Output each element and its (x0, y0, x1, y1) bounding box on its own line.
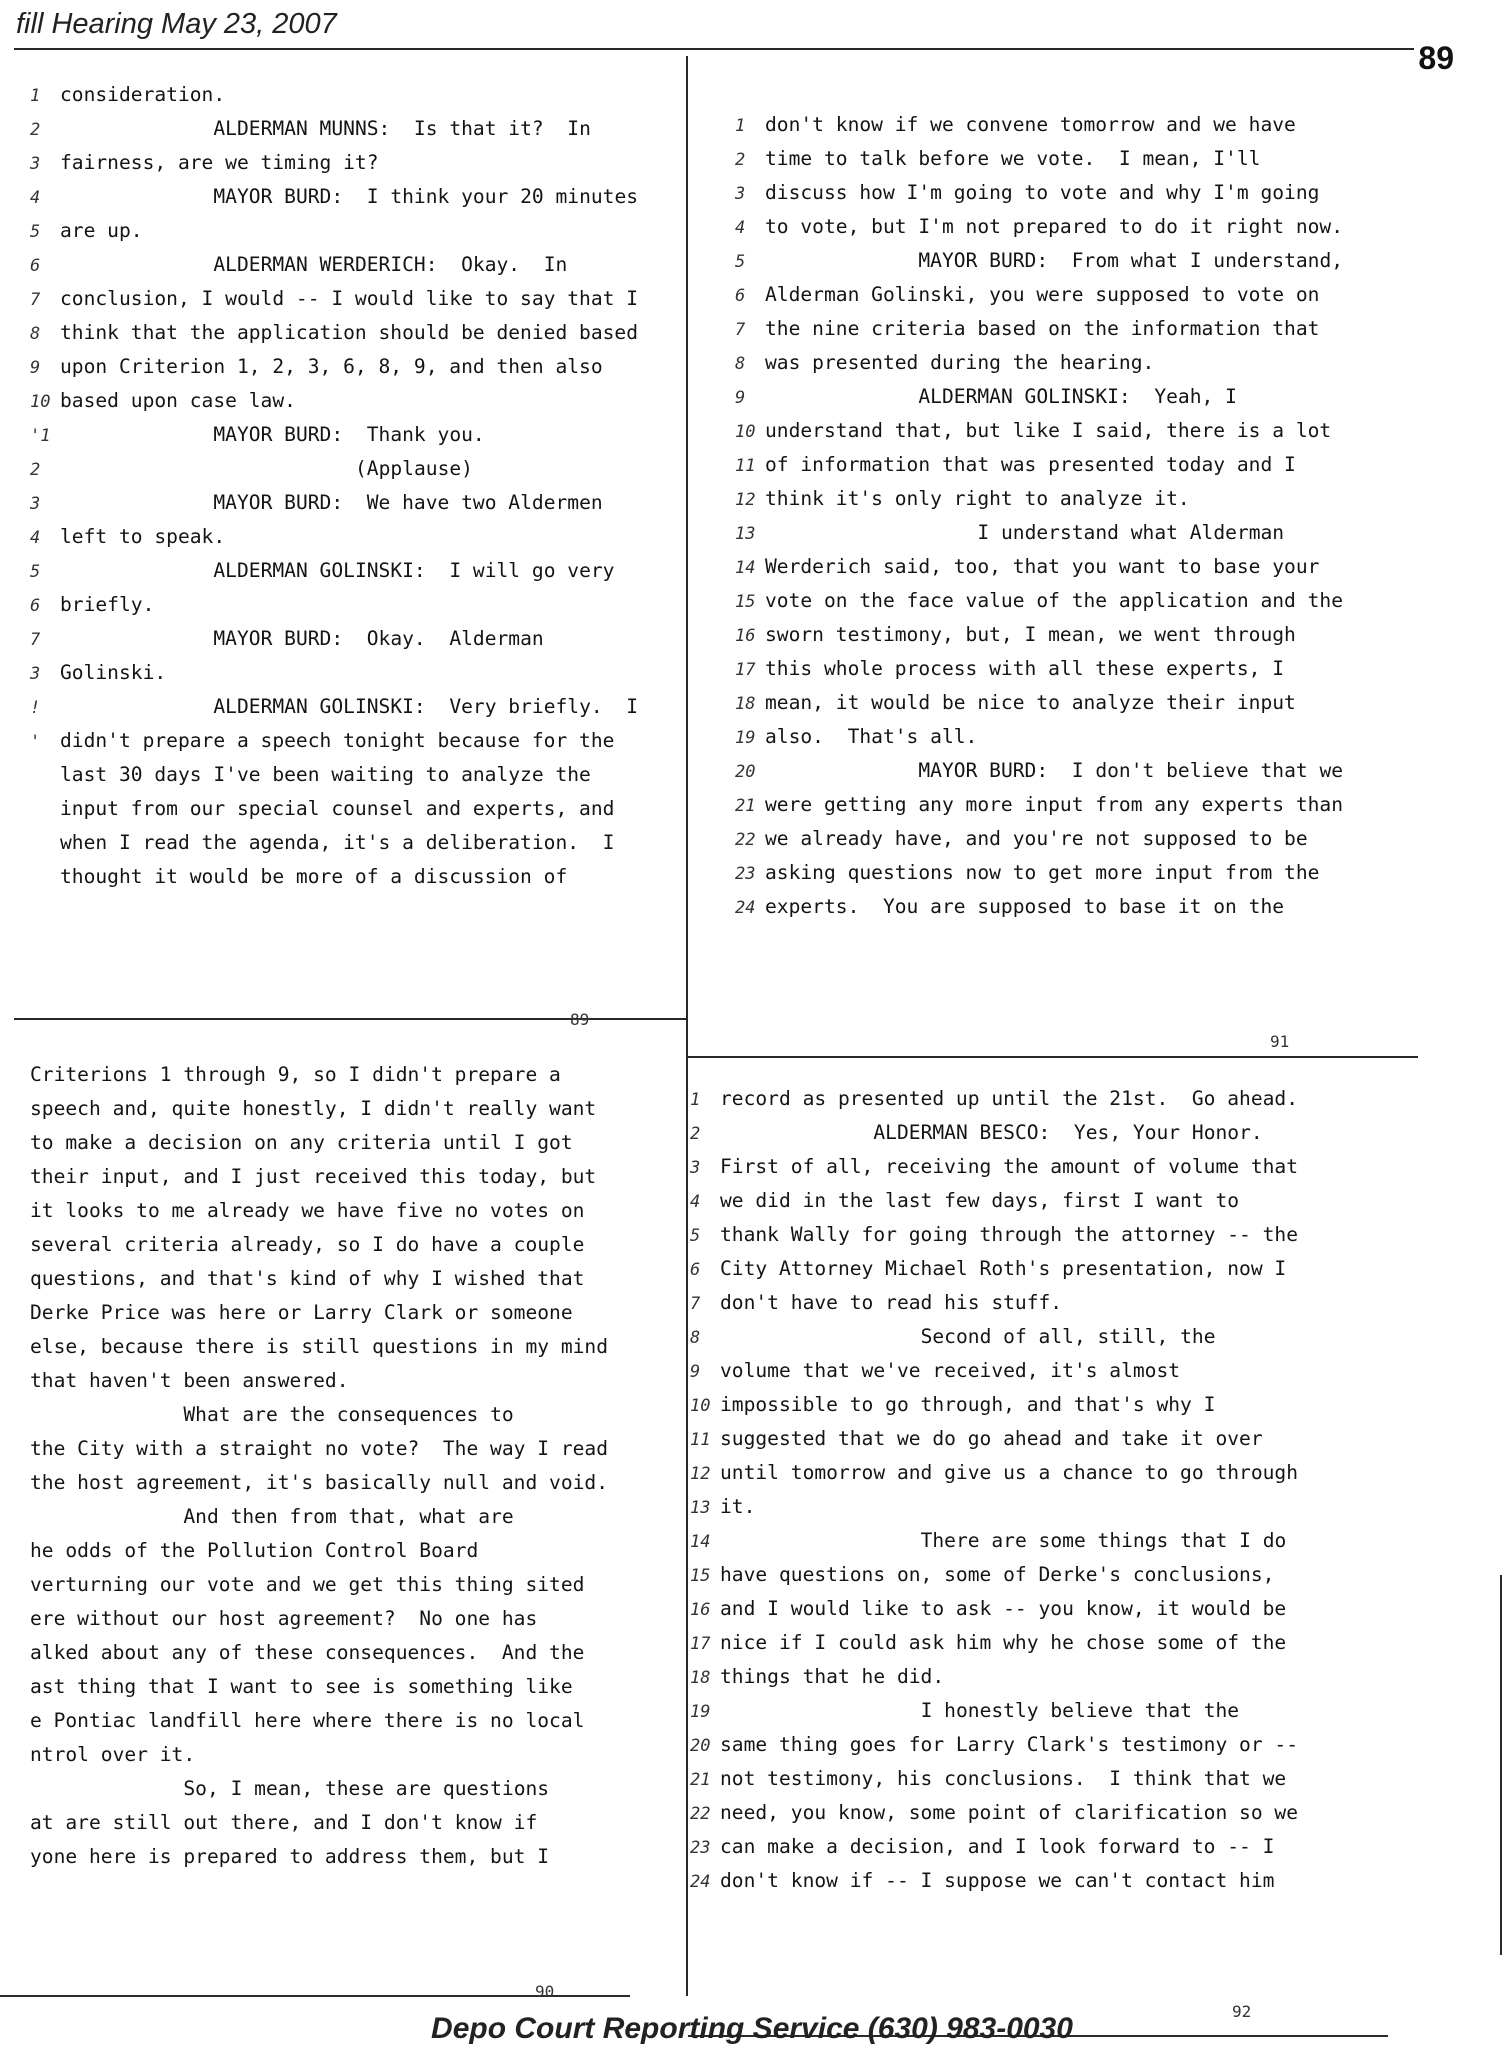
line-text: ALDERMAN BESCO: Yes, Your Honor. (873, 1121, 1263, 1144)
line-text: ere without our host agreement? No one has (30, 1607, 538, 1630)
transcript-line (0, 1330, 608, 1364)
line-text: until tomorrow and give us a chance to go through (720, 1461, 1299, 1484)
transcript-line (735, 312, 1319, 346)
line-text: (Applause) (355, 457, 473, 480)
line-number: 13 (690, 1498, 711, 1518)
line-text: was presented during the hearing. (765, 351, 1155, 374)
line-text: upon Criterion 1, 2, 3, 6, 8, 9, and then also (60, 355, 603, 378)
transcript-line (30, 758, 591, 792)
line-text: Golinski. (60, 661, 167, 684)
line-number: 6 (30, 596, 41, 616)
transcript-line (0, 1092, 596, 1126)
line-text: Derke Price was here or Larry Clark or someone (30, 1301, 573, 1324)
line-number: 18 (690, 1668, 711, 1688)
line-text: consideration. (60, 83, 226, 106)
line-text: First of all, receiving the amount of volume that (720, 1155, 1299, 1178)
transcript-line (690, 1456, 1298, 1490)
line-text: this whole process with all these experts, I (765, 657, 1285, 680)
line-text: suggested that we do go ahead and take it over (720, 1427, 1263, 1450)
transcript-line (690, 1626, 1286, 1660)
line-number: 9 (735, 388, 746, 408)
transcript-line (735, 618, 1296, 652)
transcript-line (735, 788, 1343, 822)
line-text: MAYOR BURD: I don't believe that we (918, 759, 1344, 782)
line-number: 21 (735, 796, 756, 816)
line-text: ALDERMAN GOLINSKI: Yeah, I (918, 385, 1237, 408)
line-text: of information that was presented today and I (765, 453, 1296, 476)
line-number: 1 (690, 1090, 701, 1110)
transcript-line (735, 448, 1296, 482)
transcript-page-number: 90 (535, 1982, 555, 2001)
line-number: 16 (690, 1600, 711, 1620)
line-text: nice if I could ask him why he chose some of the (720, 1631, 1287, 1654)
transcript-line (0, 1058, 561, 1092)
transcript-line (0, 1806, 537, 1840)
transcript-line (735, 482, 1190, 516)
transcript-line (0, 1772, 549, 1806)
line-text: ALDERMAN WERDERICH: Okay. In (213, 253, 568, 276)
transcript-line (735, 380, 1237, 414)
line-number: 11 (735, 456, 756, 476)
transcript-line (0, 1296, 573, 1330)
transcript-line (735, 210, 1343, 244)
line-text: the host agreement, it's basically null and void. (30, 1471, 609, 1494)
transcript-line (690, 1490, 755, 1524)
line-text: input from our special counsel and experts, and (60, 797, 615, 820)
line-text: verturning our vote and we get this thing sited (30, 1573, 585, 1596)
sheet-page-number: 89 (1418, 40, 1454, 76)
line-text: we did in the last few days, first I want to (720, 1189, 1240, 1212)
line-text: were getting any more input from any experts than (765, 793, 1344, 816)
line-text: vote on the face value of the application and the (765, 589, 1344, 612)
transcript-line (735, 176, 1319, 210)
transcript-line (30, 112, 591, 146)
line-number: 13 (735, 524, 756, 544)
line-number: 9 (690, 1362, 701, 1382)
line-number: 3 (30, 664, 41, 684)
line-number: 6 (690, 1260, 701, 1280)
line-number: 2 (735, 150, 746, 170)
line-text: don't know if we convene tomorrow and we have (765, 113, 1296, 136)
transcript-page-number: 89 (570, 1010, 590, 1029)
line-text: think that the application should be denied based (60, 321, 639, 344)
line-text: fairness, are we timing it? (60, 151, 379, 174)
transcript-line (30, 418, 485, 452)
line-number: 19 (690, 1702, 711, 1722)
line-number: 10 (690, 1396, 711, 1416)
line-text: sworn testimony, but, I mean, we went through (765, 623, 1296, 646)
line-text: There are some things that I do (920, 1529, 1287, 1552)
line-text: What are the consequences to (183, 1403, 514, 1426)
line-text: impossible to go through, and that's why I (720, 1393, 1216, 1416)
line-number: 7 (30, 630, 41, 650)
line-number: 6 (735, 286, 746, 306)
line-text: it. (720, 1495, 756, 1518)
transcript-line (30, 656, 166, 690)
transcript-line (0, 1738, 195, 1772)
line-text: that haven't been answered. (30, 1369, 349, 1392)
line-text: several criteria already, so I do have a couple (30, 1233, 585, 1256)
line-text: left to speak. (60, 525, 226, 548)
line-text: mean, it would be nice to analyze their input (765, 691, 1296, 714)
transcript-line (690, 1116, 1263, 1150)
column-divider (686, 56, 688, 1996)
transcript-line (0, 1500, 514, 1534)
transcript-line (0, 1228, 584, 1262)
transcript-line (30, 452, 473, 486)
line-number: 4 (690, 1192, 701, 1212)
line-number: 24 (690, 1872, 711, 1892)
line-number: 20 (735, 762, 756, 782)
line-text: Alderman Golinski, you were supposed to vote on (765, 283, 1320, 306)
line-number: 8 (735, 354, 746, 374)
transcript-line (690, 1150, 1298, 1184)
transcript-line (735, 346, 1154, 380)
transcript-line (690, 1354, 1180, 1388)
line-text: it looks to me already we have five no votes on (30, 1199, 585, 1222)
header-rule (14, 48, 1414, 50)
transcript-page-number: 91 (1270, 1032, 1290, 1051)
line-number: 4 (30, 528, 41, 548)
line-text: have questions on, some of Derke's conclusions, (720, 1563, 1275, 1586)
line-number: 3 (30, 494, 41, 514)
transcript-line (690, 1660, 944, 1694)
line-text: MAYOR BURD: Okay. Alderman (213, 627, 544, 650)
line-text: based upon case law. (60, 389, 296, 412)
line-number: 8 (690, 1328, 701, 1348)
line-text: to vote, but I'm not prepared to do it right now. (765, 215, 1344, 238)
transcript-line (735, 278, 1319, 312)
line-text: else, because there is still questions in my mind (30, 1335, 609, 1358)
line-text: Werderich said, too, that you want to base your (765, 555, 1320, 578)
line-text: ALDERMAN GOLINSKI: Very briefly. I (213, 695, 639, 718)
line-number: 8 (30, 324, 41, 344)
transcript-line (690, 1082, 1298, 1116)
line-number: 1 (30, 86, 41, 106)
transcript-line (30, 622, 544, 656)
line-text: don't know if -- I suppose we can't contact him (720, 1869, 1275, 1892)
line-text: same thing goes for Larry Clark's testimony or -- (720, 1733, 1299, 1756)
line-number: 14 (690, 1532, 711, 1552)
transcript-line (30, 724, 614, 758)
line-number: '1 (30, 426, 51, 446)
line-number: 2 (690, 1124, 701, 1144)
line-number: 23 (735, 864, 756, 884)
line-text: understand that, but like I said, there is a lot (765, 419, 1332, 442)
transcript-line (0, 1602, 537, 1636)
line-number: 15 (735, 592, 756, 612)
line-text: MAYOR BURD: From what I understand, (918, 249, 1344, 272)
transcript-line (735, 686, 1296, 720)
transcript-line (690, 1762, 1286, 1796)
line-text: when I read the agenda, it's a deliberation. I (60, 831, 615, 854)
line-text: the nine criteria based on the information that (765, 317, 1320, 340)
quadrant-divider-right (688, 1056, 1418, 1058)
transcript-line (0, 1364, 349, 1398)
line-text: thought it would be more of a discussion of (60, 865, 568, 888)
transcript-line (0, 1704, 584, 1738)
transcript-line (30, 78, 225, 112)
transcript-line (690, 1728, 1298, 1762)
line-number: 5 (735, 252, 746, 272)
line-number: 17 (735, 660, 756, 680)
line-text: MAYOR BURD: Thank you. (213, 423, 485, 446)
transcript-line (735, 720, 977, 754)
transcript-line (690, 1524, 1286, 1558)
line-text: ntrol over it. (30, 1743, 196, 1766)
line-text: conclusion, I would -- I would like to say that I (60, 287, 639, 310)
transcript-line (735, 652, 1284, 686)
line-text: and I would like to ask -- you know, it would be (720, 1597, 1287, 1620)
transcript-line (30, 248, 567, 282)
transcript-line (30, 690, 638, 724)
line-text: need, you know, some point of clarification so we (720, 1801, 1299, 1824)
line-number: 1 (735, 116, 746, 136)
line-number: 23 (690, 1838, 711, 1858)
line-text: to make a decision on any criteria until I got (30, 1131, 573, 1154)
transcript-line (30, 588, 154, 622)
line-number: 16 (735, 626, 756, 646)
transcript-line (30, 554, 614, 588)
transcript-line (30, 384, 296, 418)
line-number: 22 (690, 1804, 711, 1824)
transcript-line (690, 1422, 1263, 1456)
transcript-line (30, 792, 614, 826)
line-text: alked about any of these consequences. And the (30, 1641, 585, 1664)
line-number: 10 (735, 422, 756, 442)
line-text: e Pontiac landfill here where there is no local (30, 1709, 585, 1732)
transcript-line (0, 1670, 573, 1704)
line-text: ALDERMAN MUNNS: Is that it? In (213, 117, 591, 140)
line-text: ALDERMAN GOLINSKI: I will go very (213, 559, 615, 582)
transcript-line (0, 1126, 573, 1160)
line-number: 5 (690, 1226, 701, 1246)
line-number: 11 (690, 1430, 711, 1450)
transcript-line (30, 826, 614, 860)
transcript-line (735, 550, 1319, 584)
transcript-line (735, 108, 1296, 142)
line-text: the City with a straight no vote? The way I read (30, 1437, 609, 1460)
line-text: questions, and that's kind of why I wished that (30, 1267, 585, 1290)
line-number: 12 (690, 1464, 711, 1484)
line-text: Criterions 1 through 9, so I didn't prepare a (30, 1063, 561, 1086)
line-text: asking questions now to get more input from the (765, 861, 1320, 884)
line-number: 21 (690, 1770, 711, 1790)
transcript-line (0, 1160, 596, 1194)
line-text: thank Wally for going through the attorney -- the (720, 1223, 1299, 1246)
line-number: 2 (30, 460, 41, 480)
transcript-line (735, 142, 1260, 176)
line-number: 2 (30, 120, 41, 140)
line-text: don't have to read his stuff. (720, 1291, 1063, 1314)
line-text: ast thing that I want to see is something like (30, 1675, 573, 1698)
transcript-line (735, 890, 1284, 924)
transcript-page-number: 92 (1232, 2002, 1252, 2021)
line-text: discuss how I'm going to vote and why I'm going (765, 181, 1320, 204)
transcript-line (0, 1194, 584, 1228)
line-number: 17 (690, 1634, 711, 1654)
line-number: 22 (735, 830, 756, 850)
transcript-line (30, 860, 567, 894)
transcript-line (735, 414, 1331, 448)
transcript-line (690, 1184, 1239, 1218)
line-number: 24 (735, 898, 756, 918)
line-text: their input, and I just received this today, but (30, 1165, 597, 1188)
transcript-line (0, 1398, 514, 1432)
line-number: 19 (735, 728, 756, 748)
line-text: So, I mean, these are questions (183, 1777, 550, 1800)
line-number: 6 (30, 256, 41, 276)
transcript-line (735, 584, 1343, 618)
transcript-line (0, 1432, 608, 1466)
footer-reporting-service: Depo Court Reporting Service (630) 983-0030 (431, 2012, 1073, 2045)
transcript-line (690, 1864, 1274, 1898)
line-text: think it's only right to analyze it. (765, 487, 1190, 510)
transcript-line (735, 244, 1343, 278)
line-number: 7 (30, 290, 41, 310)
line-number: 7 (735, 320, 746, 340)
transcript-line (690, 1320, 1216, 1354)
transcript-line (690, 1286, 1062, 1320)
transcript-line (30, 316, 638, 350)
document-header-title: fill Hearing May 23, 2007 (16, 8, 337, 40)
line-text: not testimony, his conclusions. I think that we (720, 1767, 1287, 1790)
transcript-line (30, 282, 638, 316)
transcript-line (690, 1796, 1298, 1830)
transcript-line (30, 214, 143, 248)
transcript-line (30, 180, 638, 214)
line-text: record as presented up until the 21st. Go ahead. (720, 1087, 1299, 1110)
line-text: volume that we've received, it's almost (720, 1359, 1181, 1382)
line-number: ' (30, 732, 41, 752)
line-number: 10 (30, 392, 51, 412)
line-number: 9 (30, 358, 41, 378)
line-number: 12 (735, 490, 756, 510)
line-text: MAYOR BURD: I think your 20 minutes (213, 185, 639, 208)
line-text: I understand what Alderman (977, 521, 1285, 544)
line-text: City Attorney Michael Roth's presentation, now I (720, 1257, 1287, 1280)
transcript-line (735, 822, 1308, 856)
transcript-line (735, 754, 1343, 788)
line-text: briefly. (60, 593, 155, 616)
line-text: MAYOR BURD: We have two Aldermen (213, 491, 603, 514)
line-text: things that he did. (720, 1665, 945, 1688)
transcript-line (30, 486, 603, 520)
transcript-line (0, 1534, 478, 1568)
line-text: can make a decision, and I look forward to -- I (720, 1835, 1275, 1858)
transcript-line (0, 1466, 608, 1500)
line-text: yone here is prepared to address them, but I (30, 1845, 550, 1868)
line-text: also. That's all. (765, 725, 978, 748)
transcript-line (735, 856, 1319, 890)
transcript-line (0, 1262, 584, 1296)
transcript-line (690, 1218, 1298, 1252)
transcript-line (690, 1830, 1274, 1864)
line-number: 3 (690, 1158, 701, 1178)
line-text: experts. You are supposed to base it on the (765, 895, 1285, 918)
line-number: 18 (735, 694, 756, 714)
transcript-line (0, 1568, 584, 1602)
line-text: I honestly believe that the (920, 1699, 1240, 1722)
transcript-line (30, 350, 603, 384)
transcript-line (690, 1592, 1286, 1626)
edge-mark-right (1500, 1575, 1502, 1955)
line-number: 14 (735, 558, 756, 578)
line-text: he odds of the Pollution Control Board (30, 1539, 479, 1562)
line-text: speech and, quite honestly, I didn't really want (30, 1097, 597, 1120)
transcript-line (690, 1558, 1274, 1592)
line-number: 7 (690, 1294, 701, 1314)
line-number: 4 (30, 188, 41, 208)
line-text: Second of all, still, the (920, 1325, 1216, 1348)
transcript-line (735, 516, 1284, 550)
line-number: 5 (30, 562, 41, 582)
line-number: 3 (30, 154, 41, 174)
line-text: last 30 days I've been waiting to analyze the (60, 763, 591, 786)
line-number: 20 (690, 1736, 711, 1756)
line-number: ! (30, 698, 41, 718)
transcript-line (0, 1840, 549, 1874)
line-number: 4 (735, 218, 746, 238)
transcript-line (690, 1252, 1286, 1286)
transcript-line (30, 146, 379, 180)
line-text: at are still out there, and I don't know if (30, 1811, 538, 1834)
line-text: we already have, and you're not supposed to be (765, 827, 1308, 850)
line-number: 15 (690, 1566, 711, 1586)
line-number: 3 (735, 184, 746, 204)
line-number: 5 (30, 222, 41, 242)
line-text: didn't prepare a speech tonight because for the (60, 729, 615, 752)
line-text: time to talk before we vote. I mean, I'll (765, 147, 1261, 170)
transcript-line (0, 1636, 584, 1670)
transcript-line (30, 520, 225, 554)
transcript-line (690, 1694, 1239, 1728)
line-text: And then from that, what are (183, 1505, 514, 1528)
line-text: are up. (60, 219, 143, 242)
transcript-line (690, 1388, 1215, 1422)
